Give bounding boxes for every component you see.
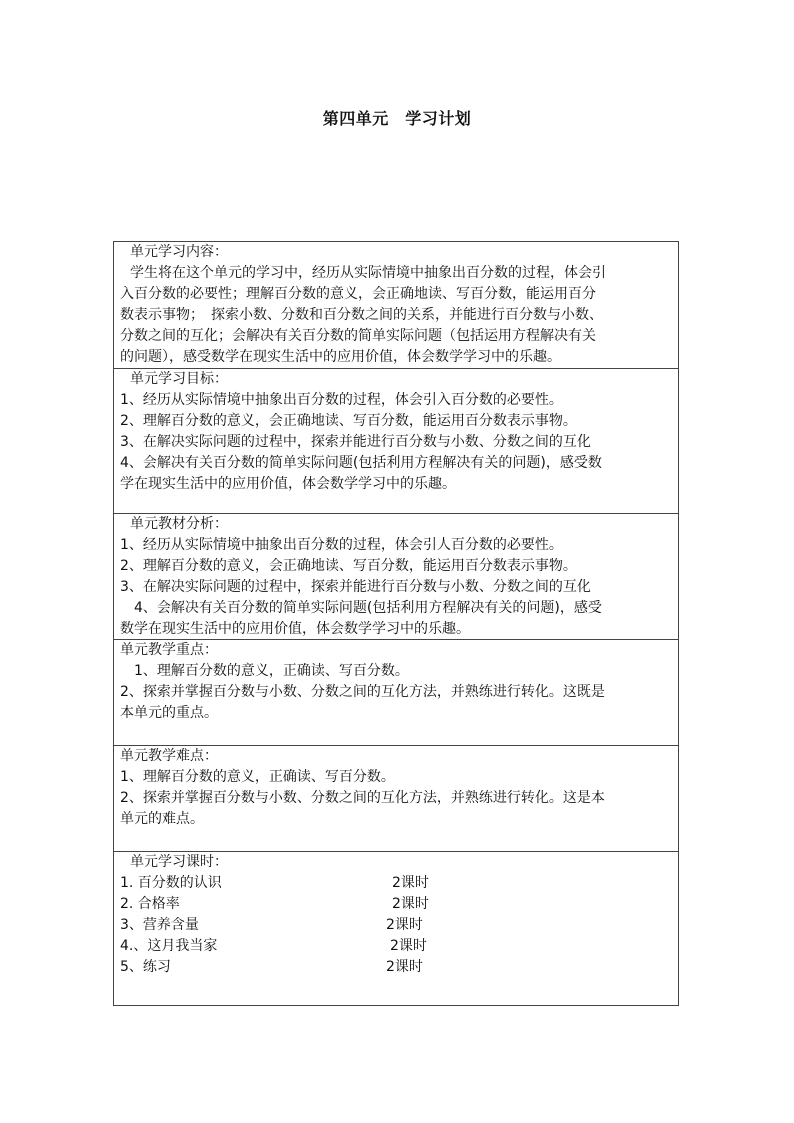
section-heading: 单元教学重点： <box>120 642 218 658</box>
analysis-line: 数学在现实生活中的应用价值，体会数学学习中的乐趣。 <box>120 621 470 637</box>
lesson-name: 4.、这月我当家 <box>120 938 218 954</box>
goal-line: 学在现实生活中的应用价值，体会数学学习中的乐趣。 <box>120 476 456 492</box>
lesson-hours: 2课时 <box>386 959 423 975</box>
plan-table <box>113 241 679 1006</box>
section-textbook-analysis <box>114 514 678 640</box>
section-heading: 单元学习目标： <box>130 371 228 387</box>
lesson-hours: 2课时 <box>386 917 423 933</box>
analysis-line: 3、在解决实际问题的过程中，探索并能进行百分数与小数、分数之间的互化 <box>120 579 591 595</box>
difficulty-line: 2、探索并掌握百分数与小数、分数之间的互化方法，并熟练进行转化。这是本 <box>120 790 605 806</box>
content-line: 学生将在这个单元的学习中，经历从实际情境中抽象出百分数的过程，体会引 <box>130 265 606 281</box>
section-difficulties <box>114 746 678 852</box>
section-heading: 单元教学难点： <box>120 748 218 764</box>
section-lesson-hours <box>114 852 678 1005</box>
lesson-row <box>120 894 674 915</box>
analysis-line: 1、经历从实际情境中抽象出百分数的过程，体会引人百分数的必要性。 <box>120 537 563 553</box>
goal-line: 3、在解决实际问题的过程中，探索并能进行百分数与小数、分数之间的互化 <box>120 434 591 450</box>
key-point-line: 本单元的重点。 <box>120 705 218 721</box>
content-line: 的问题），感受数学在现实生活中的应用价值，体会数学学习中的乐趣。 <box>120 349 561 365</box>
content-line: 数表示事物； 探索小数、分数和百分数之间的关系，并能进行百分数与小数、 <box>120 307 603 323</box>
section-key-points <box>114 640 678 746</box>
analysis-line: 2、理解百分数的意义，会正确地读、写百分数，能运用百分数表示事物。 <box>120 558 577 574</box>
section-heading: 单元教材分析： <box>130 516 228 532</box>
lesson-name: 5、练习 <box>120 959 171 975</box>
section-unit-goals <box>114 369 678 514</box>
section-heading: 单元学习内容： <box>130 244 228 260</box>
lesson-row <box>120 957 674 978</box>
lesson-row <box>120 873 674 894</box>
section-heading: 单元学习课时： <box>130 854 228 870</box>
goal-line: 2、理解百分数的意义，会正确地读、写百分数，能运用百分数表示事物。 <box>120 413 577 429</box>
lesson-hours: 2课时 <box>392 875 429 891</box>
key-point-line: 2、探索并掌握百分数与小数、分数之间的互化方法，并熟练进行转化。这既是 <box>120 684 605 700</box>
lesson-hours: 2课时 <box>390 938 427 954</box>
page-title: 第四单元 学习计划 <box>322 109 472 128</box>
content-line: 入百分数的必要性；理解百分数的意义，会正确地读、写百分数，能运用百分 <box>120 286 596 302</box>
analysis-line: 4、会解决有关百分数的简单实际问题(包括利用方程解决有关的问题)，感受 <box>134 600 602 616</box>
section-unit-content <box>114 242 678 369</box>
goal-line: 4、会解决有关百分数的简单实际问题(包括利用方程解决有关的问题)，感受数 <box>120 455 602 471</box>
lesson-name: 1. 百分数的认识 <box>120 875 222 891</box>
key-point-line: 1、理解百分数的意义，正确读、写百分数。 <box>134 663 409 679</box>
lesson-hours: 2课时 <box>392 896 429 912</box>
lesson-row <box>120 915 674 936</box>
goal-line: 1、经历从实际情境中抽象出百分数的过程，体会引入百分数的必要性。 <box>120 392 563 408</box>
difficulty-line: 单元的难点。 <box>120 811 204 827</box>
content-line: 分数之间的互化；会解决有关百分数的简单实际问题（包括运用方程解决有关 <box>120 328 596 344</box>
difficulty-line: 1、理解百分数的意义，正确读、写百分数。 <box>120 769 395 785</box>
lesson-row <box>120 936 674 957</box>
lesson-name: 3、营养含量 <box>120 917 199 933</box>
lesson-name: 2. 合格率 <box>120 896 180 912</box>
